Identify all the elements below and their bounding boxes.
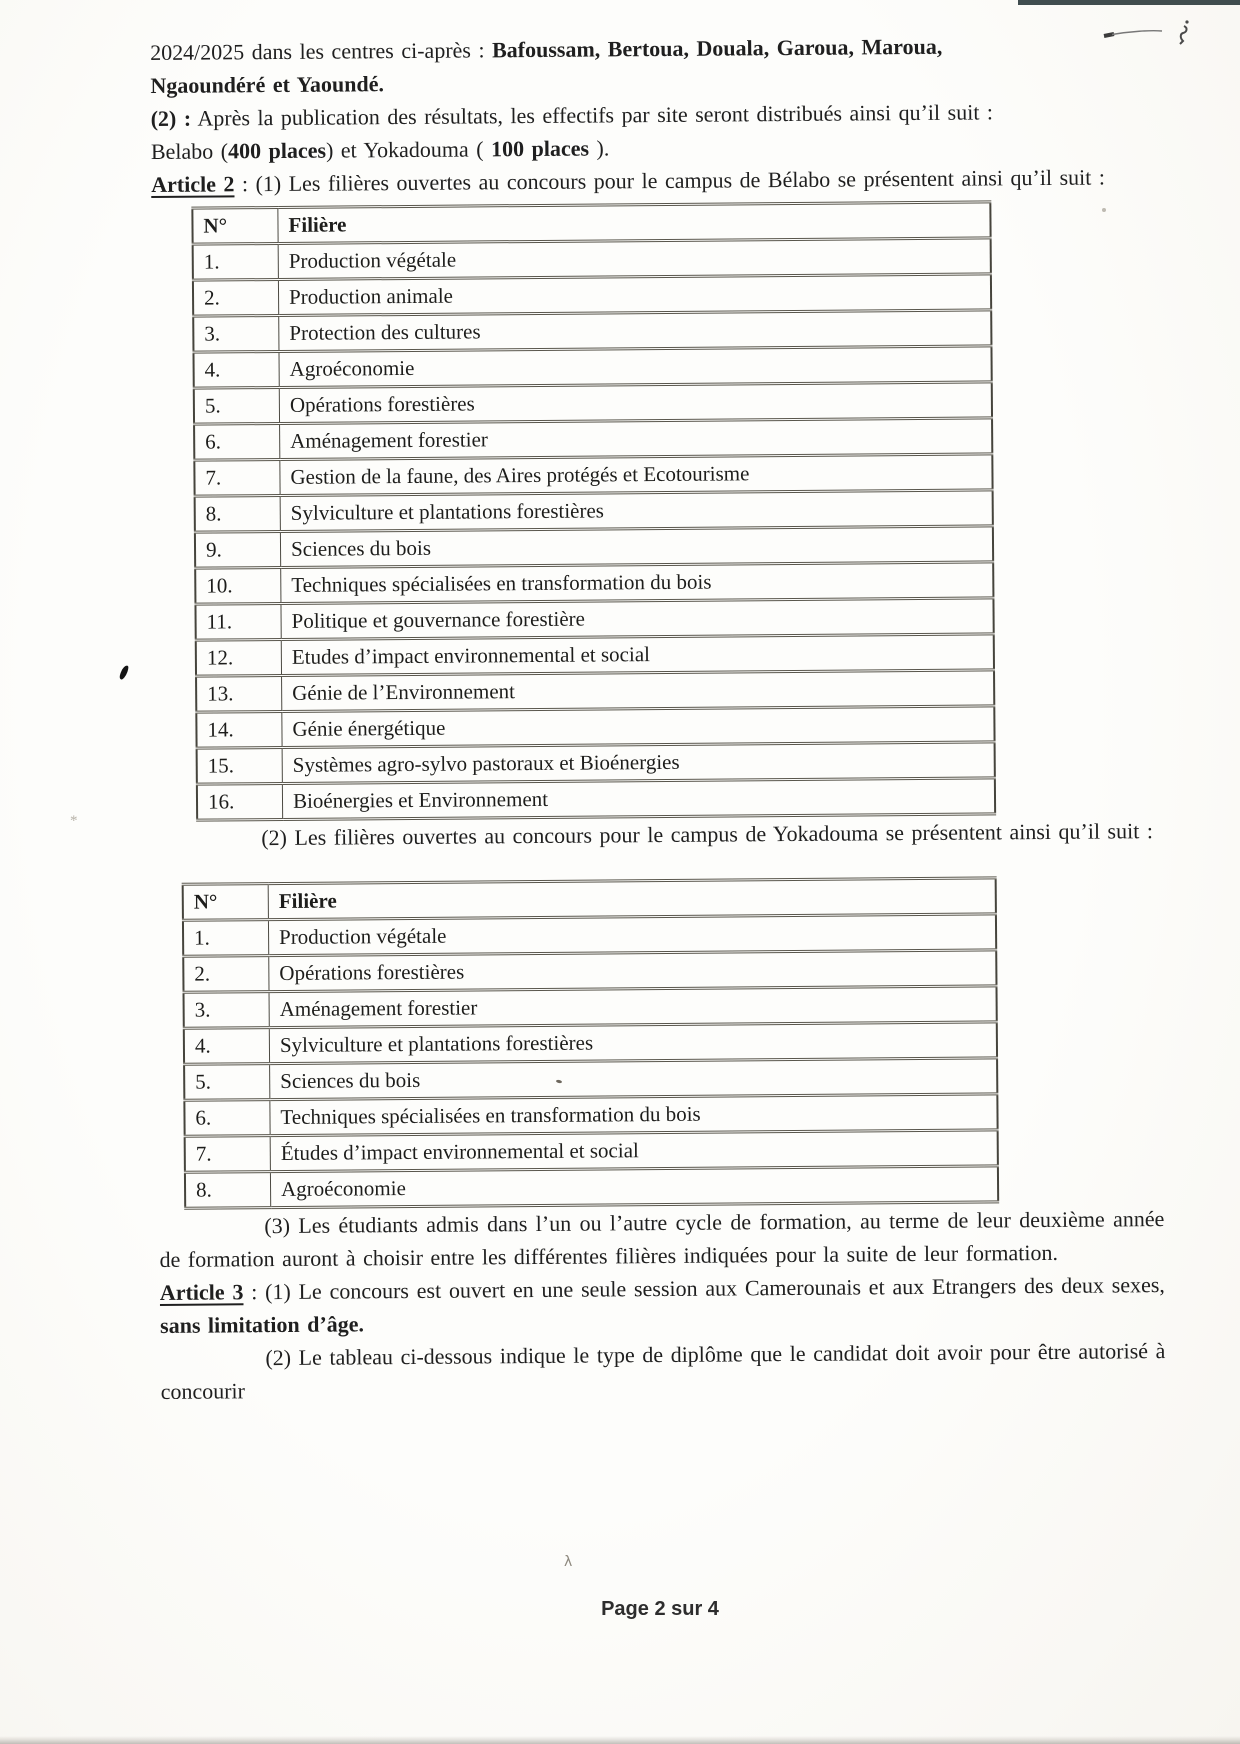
table-row [193,274,991,316]
yokadouma-filieres-table [182,876,1000,1209]
table-row [195,490,993,532]
row-number-cell: 11. [195,603,281,640]
row-number-cell: 6. [194,423,280,460]
row-number-cell: 10. [195,567,281,604]
filiere-cell: Études d’impact environnemental et social [270,1130,998,1172]
filiere-cell: Génie énergétique [282,706,995,748]
faint-scan-speck: λ [564,1554,573,1570]
row-number-cell: 3. [193,315,279,352]
row-number-cell: 2. [183,956,269,993]
article-2-heading-paragraph [151,160,1156,201]
row-number-cell: 4. [193,351,279,388]
students-note-paragraph: (3) Les étudiants admis dans l’un ou l’autre cycle de formation, au terme de leur deuxième année de formation auront à choisir entre les différentes filières indiquées pour la suite de leur formation. [159,1206,1165,1272]
column-header-filiere: Filière [268,878,996,920]
filiere-cell: Génie de l’Environnement [282,670,995,712]
filiere-cell: Opérations forestières [269,950,997,992]
filiere-cell: Sciences du bois [280,526,993,568]
filiere-cell: Aménagement forestier [269,986,997,1028]
row-number-cell: 16. [197,783,283,820]
yokadouma-table-body [183,914,998,1208]
table-row [195,598,993,640]
table-row [194,418,992,460]
table-row [196,670,994,712]
filiere-cell: Agroéconomie [270,1166,998,1208]
table-row [195,526,993,568]
filiere-cell: Gestion de la faune, des Aires protégés et Ecotourisme [280,454,993,496]
article-2-title: Article 2 [151,171,235,197]
filiere-cell: Techniques spécialisées en transformation du bois [270,1094,998,1136]
belabo-filieres-table [191,200,996,821]
article-3-body-text: : (1) Le concours est ouvert en une seule session aux Camerounais et aux Etrangers des deux sexes, [243,1272,1165,1305]
column-header-filiere: Filière [278,202,991,244]
yokadouma-intro-paragraph: (2) Les filières ouvertes au concours pour le campus de Yokadouma se présentent ainsi qu’il suit : [261,818,1153,851]
table-row [195,562,993,604]
article-2-intro-text: : (1) Les filières ouvertes au concours pour le campus de Bélabo se présentent ainsi qu’il suit : [234,164,1106,197]
intro-paragraph [150,28,1155,102]
row-number-cell: 8. [195,495,281,532]
filiere-cell: Bioénergies et Environnement [282,778,995,820]
filiere-cell: Agroéconomie [279,346,992,388]
article-3-paragraph [160,1268,1165,1342]
intro-session-text: 2024/2025 dans les centres ci-après : [150,37,493,65]
row-number-cell: 9. [195,531,281,568]
intro-centres-bold: Bafoussam, Bertoua, Douala, Garoua, Maroua, [491,33,943,63]
row-number-cell: 15. [197,747,283,784]
column-header-num: N° [192,208,278,245]
row-number-cell: 1. [193,244,279,281]
scan-edge-artifact-top [1018,0,1240,5]
table-row [196,706,994,748]
table-row [197,778,995,820]
row-number-cell: 3. [184,992,270,1029]
table-row [185,1166,998,1208]
article-3-title: Article 3 [159,1279,244,1305]
row-number-cell: 5. [194,387,280,424]
scan-edge-artifact-bottom [0,1736,1240,1744]
page-footer: Page 2 sur 4 [601,1598,719,1620]
filiere-cell: Opérations forestières [279,382,992,424]
row-number-cell: 4. [184,1028,270,1065]
row-number-cell: 7. [185,1136,271,1173]
filiere-cell: Protection des cultures [279,310,992,352]
filiere-cell: Production animale [278,274,991,316]
pen-mark-left-margin [119,664,130,680]
distribution-end-text: ). [588,135,610,161]
yokadouma-places-bold: 100 places [490,135,590,162]
row-number-cell: 12. [196,639,282,676]
row-number-cell: 8. [185,1172,271,1209]
distribution-mid-text: ) et Yokadouma ( [325,136,492,163]
filiere-cell: Production végétale [268,914,996,956]
filiere-cell: Systèmes agro-sylvo pastoraux et Bioénergies [282,742,995,784]
faint-dot-mark-right-margin [1102,208,1106,212]
intro-centres-bold-2: Ngaoundéré et Yaoundé. [150,71,385,98]
filiere-cell: Aménagement forestier [280,418,993,460]
filiere-cell: Sylviculture et plantations forestières [280,490,993,532]
table-row [193,238,991,280]
row-number-cell: 2. [193,279,279,316]
filiere-cell: Production végétale [278,238,991,280]
faint-asterisk-mark: * [70,813,78,829]
row-number-cell: 1. [183,920,269,957]
distribution-label: (2) : [150,105,192,131]
table-header-row [192,202,990,244]
filiere-cell: Techniques spécialisées en transformation du bois [281,562,994,604]
row-number-cell: 6. [184,1100,270,1137]
filiere-cell: Politique et gouvernance forestière [281,598,994,640]
filiere-cell: Sciences du bois [270,1058,998,1100]
page-content [150,28,1166,1408]
filiere-cell: Etudes d’impact environnemental et social [281,634,994,676]
diploma-note-paragraph: (2) Le tableau ci-dessous indique le type de diplôme que le candidat doit avoir pour être autorisé à concourir [160,1338,1166,1404]
filiere-cell: Sylviculture et plantations forestières [269,1022,997,1064]
distribution-belabo-text: Belabo ( [150,138,229,164]
row-number-cell: 5. [184,1064,270,1101]
distribution-paragraph [151,94,1156,168]
distribution-text: Après la publication des résultats, les effectifs par site seront distribués ainsi qu’il suit : [191,99,994,131]
table-row [196,634,994,676]
article-3-age-bold: sans limitation d’âge. [160,1311,365,1338]
table-row [193,346,991,388]
table-row [194,454,992,496]
column-header-num: N° [183,884,269,921]
table-row [197,742,995,784]
row-number-cell: 7. [194,459,280,496]
table-row [194,382,992,424]
belabo-places-bold: 400 places [227,137,327,164]
belabo-table-body [193,238,995,820]
row-number-cell: 14. [196,711,282,748]
row-number-cell: 13. [196,675,282,712]
table-row [193,310,991,352]
